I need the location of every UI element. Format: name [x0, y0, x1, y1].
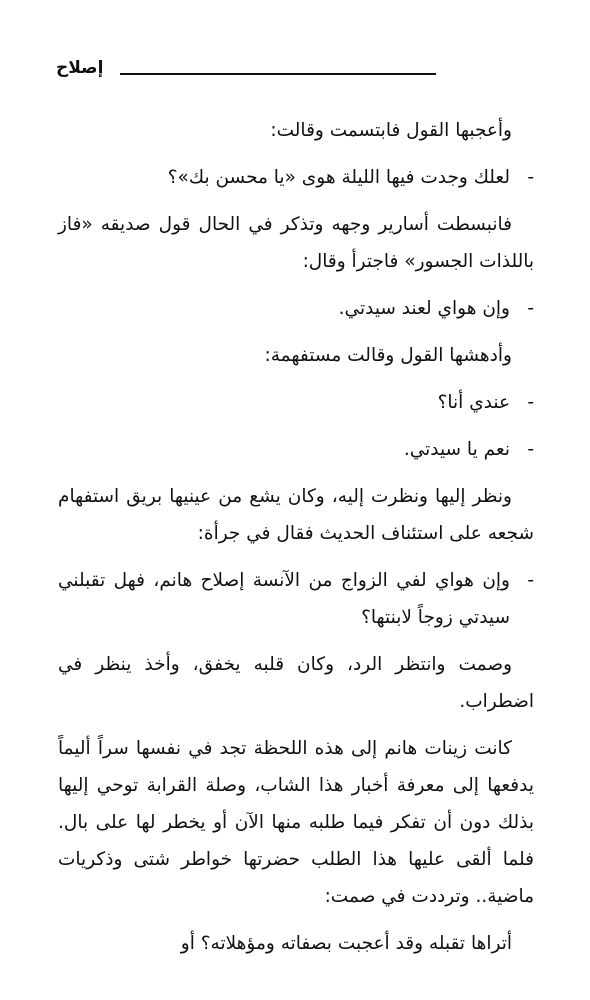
running-header — [56, 58, 436, 88]
paragraph: فانبسطت أسارير وجهه وتذكر في الحال قول صديقه «فاز باللذات الجسور» فاجترأ وقال: — [58, 214, 534, 272]
dialogue-line — [58, 290, 534, 327]
spacer — [58, 915, 534, 925]
spacer — [58, 327, 534, 337]
spacer — [58, 421, 534, 431]
spacer — [58, 636, 534, 646]
paragraph: أتراها تقبله وقد أعجبت بصفاته ومؤهلاته؟ أو — [180, 933, 512, 954]
paragraph: وصمت وانتظر الرد، وكان قلبه يخفق، وأخذ ينظر في اضطراب. — [58, 654, 534, 712]
spacer — [58, 280, 534, 290]
header-rule — [120, 73, 436, 75]
dialogue-line — [58, 384, 534, 421]
spacer — [58, 720, 534, 730]
dialogue-line — [58, 431, 534, 468]
paragraph: كانت زينات هانم إلى هذه اللحظة تجد في نفسها سراً أليماً يدفعها إلى معرفة أخبار هذا الشاب، وصلة القرابة توحي إليها بذلك دون أن تفكر فيما طلبه منها الآن أو يخطر لها على بال. فلما ألقى عليها هذا الطلب حضرتها خواطر شتى وذكريات ماضية.. وترددت في صمت: — [58, 738, 534, 907]
dialogue-text: عندي أنا؟ — [437, 392, 510, 413]
dialogue-text: نعم يا سيدتي. — [403, 439, 510, 460]
spacer — [58, 468, 534, 478]
dash-mark: - — [527, 298, 534, 319]
dash-mark: - — [527, 439, 534, 460]
dialogue-line — [58, 159, 534, 196]
spacer — [58, 374, 534, 384]
dialogue-text: وإن هواي لعند سيدتي. — [338, 298, 510, 319]
spacer — [58, 196, 534, 206]
paragraph: ونظر إليها ونظرت إليه، وكان يشع من عينيها بريق استفهام شجعه على استئناف الحديث فقال في جرأة: — [58, 486, 534, 544]
spacer — [58, 552, 534, 562]
dash-mark: - — [527, 570, 534, 591]
spacer — [58, 149, 534, 159]
chapter-title: إصلاح — [56, 58, 104, 78]
dialogue-text: لعلك وجدت فيها الليلة هوى «يا محسن بك»؟ — [167, 167, 510, 188]
dash-mark: - — [527, 392, 534, 413]
paragraph: وأدهشها القول وقالت مستفهمة: — [264, 345, 512, 366]
body-text — [58, 112, 534, 962]
paragraph: وأعجبها القول فابتسمت وقالت: — [270, 120, 512, 141]
dialogue-line — [58, 562, 534, 636]
dialogue-text: وإن هواي لفي الزواج من الآنسة إصلاح هانم، فهل تقبلني سيدتي زوجاً لابنتها؟ — [58, 570, 510, 628]
dash-mark: - — [527, 167, 534, 188]
